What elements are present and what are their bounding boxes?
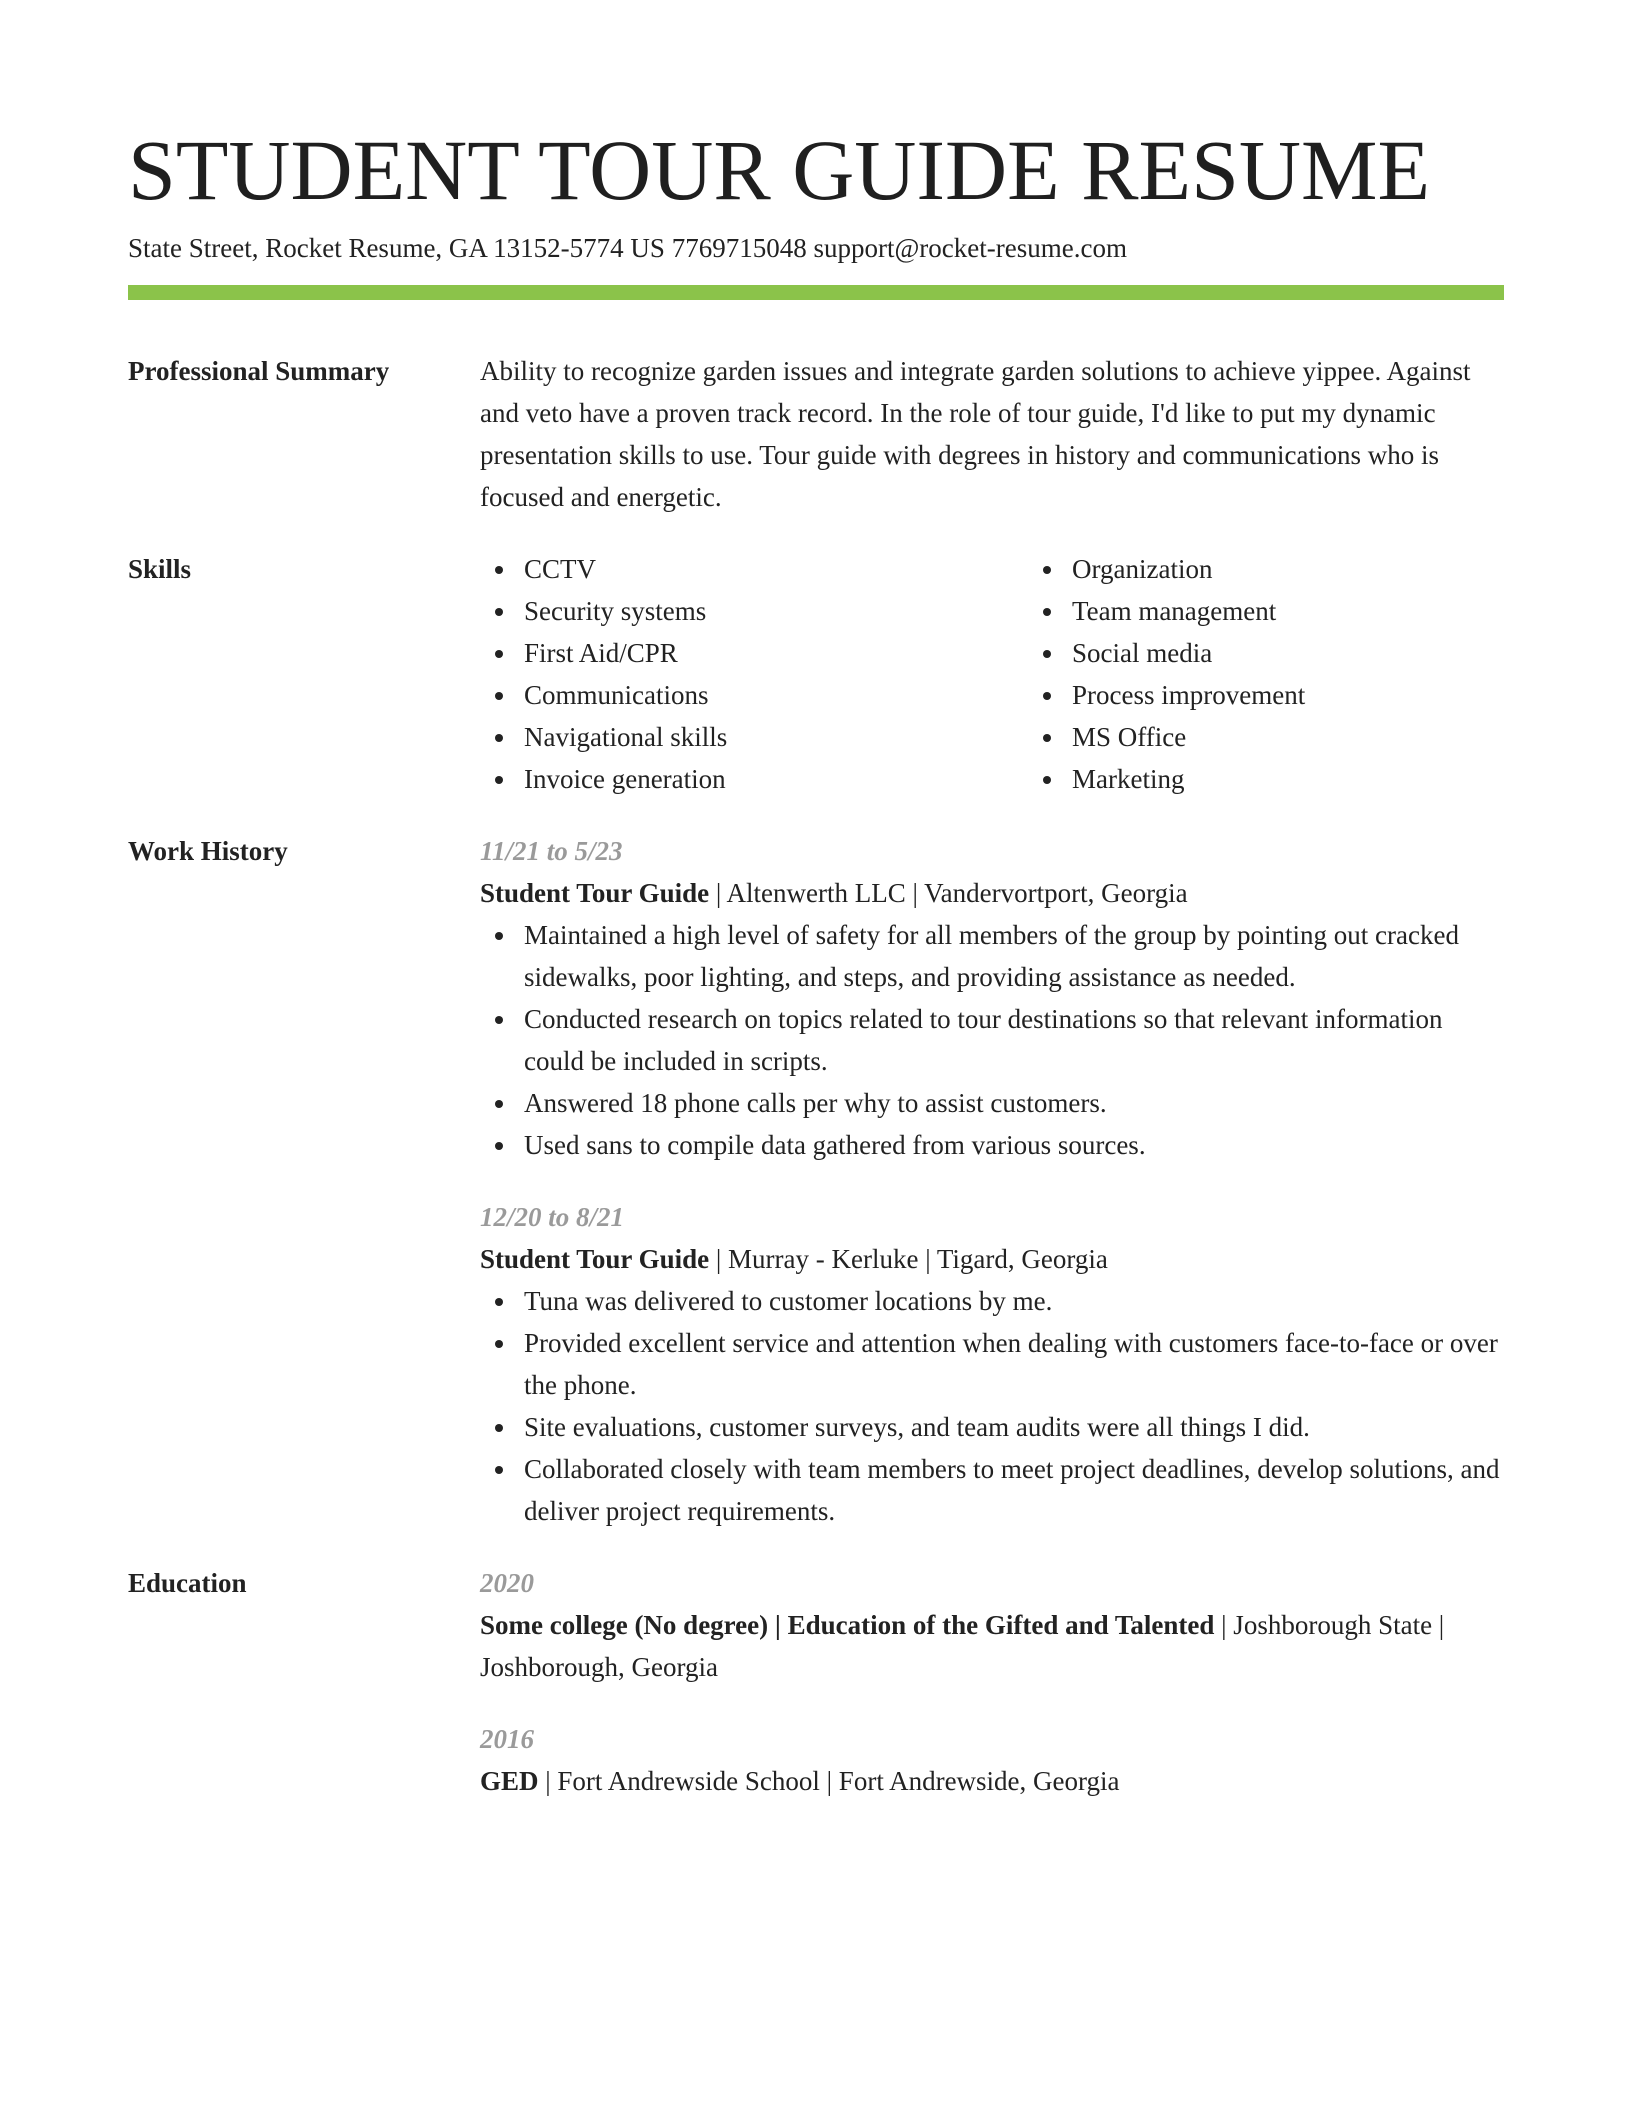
skill-item: Team management bbox=[1072, 590, 1576, 632]
job-dates: 11/21 to 5/23 bbox=[480, 836, 623, 866]
education-line bbox=[480, 1760, 1504, 1802]
job-details: | Murray - Kerluke | Tigard, Georgia bbox=[709, 1244, 1108, 1274]
skill-item: Navigational skills bbox=[524, 716, 1028, 758]
education-line bbox=[480, 1604, 1504, 1688]
job-bullets bbox=[480, 914, 1504, 1166]
skill-item: Invoice generation bbox=[524, 758, 1028, 800]
skills-list-left bbox=[480, 548, 1028, 800]
skill-item: Process improvement bbox=[1072, 674, 1576, 716]
job-bullet: Provided excellent service and attention when dealing with customers face-to-face or over the phone. bbox=[524, 1322, 1504, 1406]
job-bullet: Collaborated closely with team members to meet project deadlines, develop solutions, and deliver project requirements. bbox=[524, 1448, 1504, 1532]
skills-list-right bbox=[1028, 548, 1576, 800]
resume-page bbox=[128, 118, 1504, 1802]
job-bullet: Tuna was delivered to customer locations by me. bbox=[524, 1280, 1504, 1322]
job-title-line bbox=[480, 872, 1504, 914]
skills-columns bbox=[480, 548, 1576, 800]
summary-section bbox=[128, 350, 1504, 518]
job-role: Student Tour Guide bbox=[480, 878, 710, 908]
job-bullet: Maintained a high level of safety for all members of the group by pointing out cracked sidewalks, poor lighting, and steps, and providing assistance as needed. bbox=[524, 914, 1504, 998]
education-year: 2016 bbox=[480, 1724, 534, 1754]
job-entry bbox=[480, 1196, 1504, 1532]
education-year: 2020 bbox=[480, 1568, 534, 1598]
skills-section bbox=[128, 548, 1504, 800]
job-title-line bbox=[480, 1238, 1504, 1280]
education-section bbox=[128, 1562, 1504, 1802]
skill-item: First Aid/CPR bbox=[524, 632, 1028, 674]
education-entry bbox=[480, 1718, 1504, 1802]
skill-item: Organization bbox=[1072, 548, 1576, 590]
job-role: Student Tour Guide bbox=[480, 1244, 710, 1274]
education-entry bbox=[480, 1562, 1504, 1688]
skill-item: CCTV bbox=[524, 548, 1028, 590]
job-details: | Altenwerth LLC | Vandervortport, Georgia bbox=[709, 878, 1188, 908]
job-bullets bbox=[480, 1280, 1504, 1532]
job-bullet: Used sans to compile data gathered from various sources. bbox=[524, 1124, 1504, 1166]
work-history-section bbox=[128, 830, 1504, 1532]
education-degree: GED bbox=[480, 1766, 539, 1796]
skill-item: Social media bbox=[1072, 632, 1576, 674]
work-history-body bbox=[480, 830, 1504, 1532]
job-bullet: Site evaluations, customer surveys, and team audits were all things I did. bbox=[524, 1406, 1504, 1448]
skill-item: Marketing bbox=[1072, 758, 1576, 800]
education-details: | Joshborough State | Joshborough, Georgia bbox=[480, 1610, 1445, 1682]
work-history-label: Work History bbox=[128, 836, 288, 866]
skills-label: Skills bbox=[128, 554, 192, 584]
education-label: Education bbox=[128, 1568, 247, 1598]
education-details: | Fort Andrewside School | Fort Andrewside, Georgia bbox=[538, 1766, 1120, 1796]
accent-divider bbox=[128, 285, 1504, 300]
summary-label: Professional Summary bbox=[128, 356, 390, 386]
resume-title: STUDENT TOUR GUIDE RESUME bbox=[128, 122, 1431, 218]
summary-text: Ability to recognize garden issues and integrate garden solutions to achieve yippee. Against and veto have a proven track record. In the role of tour guide, I'd like to put my dynamic presentation skills to use. Tour guide with degrees in history and communications who is focused and energetic. bbox=[480, 356, 1471, 512]
education-degree: Some college (No degree) | Education of the Gifted and Talented bbox=[480, 1610, 1215, 1640]
skill-item: MS Office bbox=[1072, 716, 1576, 758]
contact-line: State Street, Rocket Resume, GA 13152-5774 US 7769715048 support@rocket-resume.com bbox=[128, 233, 1127, 263]
skill-item: Communications bbox=[524, 674, 1028, 716]
skill-item: Security systems bbox=[524, 590, 1028, 632]
education-body bbox=[480, 1562, 1504, 1802]
job-bullet: Answered 18 phone calls per why to assist customers. bbox=[524, 1082, 1504, 1124]
job-bullet: Conducted research on topics related to tour destinations so that relevant information could be included in scripts. bbox=[524, 998, 1504, 1082]
job-entry bbox=[480, 830, 1504, 1166]
job-dates: 12/20 to 8/21 bbox=[480, 1202, 625, 1232]
